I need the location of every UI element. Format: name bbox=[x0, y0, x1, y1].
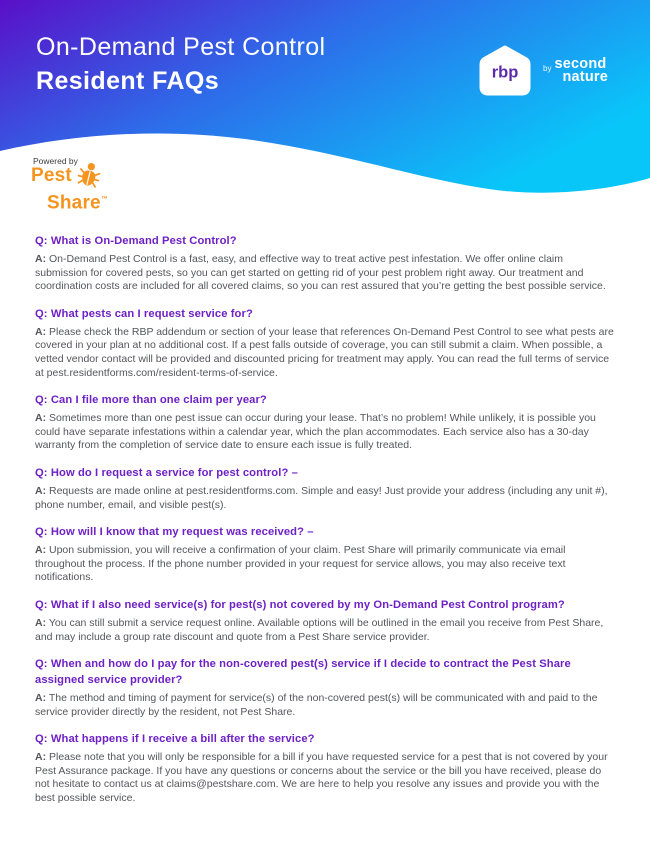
faq-item bbox=[35, 465, 617, 512]
answer-prefix: A: bbox=[35, 616, 47, 629]
faq-answer bbox=[35, 412, 617, 453]
rbp-house-badge-icon bbox=[476, 42, 534, 100]
faq-item bbox=[35, 731, 617, 805]
second-nature-line2: nature bbox=[562, 69, 608, 85]
answer-prefix: A: bbox=[35, 544, 47, 557]
second-nature-line1: second bbox=[554, 56, 607, 72]
question-prefix: Q: bbox=[35, 235, 48, 247]
faq-answer bbox=[35, 617, 617, 644]
faq-answer bbox=[35, 544, 617, 585]
faq-answer bbox=[35, 751, 617, 805]
faq-answer bbox=[35, 253, 617, 294]
question-prefix: Q: bbox=[35, 598, 48, 611]
question-text: When and how do I pay for the non-covered pest(s) service if I decide to contract the Pest Share assigned service provider? bbox=[35, 658, 571, 687]
answer-prefix: A: bbox=[35, 412, 47, 425]
faq-item bbox=[35, 392, 617, 453]
question-text: Can I file more than one claim per year? bbox=[47, 394, 267, 407]
pest-share-logo bbox=[31, 156, 161, 212]
question-text: What happens if I receive a bill after the service? bbox=[47, 733, 315, 746]
rbp-second-nature-logo bbox=[476, 42, 608, 100]
page-subtitle: Resident FAQs bbox=[36, 67, 220, 95]
answer-text: Sometimes more than one pest issue can occur during your lease. That’s no problem! While unlikely, it is possible you could have separate infestations within a calendar year, which the plan accommodates. Each service also has a 30-day warranty from the completion of service date to ensure each issue is fully treated. bbox=[35, 412, 596, 452]
answer-text: Requests are made online at pest.residentforms.com. Simple and easy! Just provide your address (including any unit #), phone number, email, and visible pest(s). bbox=[35, 484, 608, 511]
faq-question bbox=[35, 656, 617, 688]
question-prefix: Q: bbox=[35, 394, 48, 407]
question-text: What pests can I request service for? bbox=[47, 307, 253, 320]
faq-item bbox=[35, 233, 617, 294]
second-nature-wordmark bbox=[543, 58, 608, 84]
answer-text: The method and timing of payment for service(s) of the non-covered pest(s) will be communicated with and paid to the service provider directly by the resident, not Pest Share. bbox=[35, 692, 598, 718]
rbp-logo-text: rbp bbox=[491, 63, 519, 82]
answer-text: On-Demand Pest Control is a fast, easy, and effective way to treat active pest infestation. We offer online claim submission for covered pests, so you can get started on getting rid of your pest problem right away. Our treatment and coordination costs are included for all covered claims, so you can rest assured that you’re getting the best possible service. bbox=[35, 253, 606, 293]
trademark-symbol: ™ bbox=[100, 196, 109, 203]
faq-question bbox=[35, 465, 617, 481]
faq-item bbox=[35, 597, 617, 644]
faq-item bbox=[35, 306, 617, 380]
answer-text: Please note that you will only be responsible for a bill if you have requested service for a pest that is not covered by your Pest Assurance package. If you have any questions or concerns about the service or the bill you have received, please do not hesitate to contact us at claims@pestshare.com. We are here to help you resolve any issues and provide you with the best possible service. bbox=[35, 751, 608, 805]
powered-by-label: Powered by bbox=[33, 156, 78, 166]
question-prefix: Q: bbox=[35, 526, 48, 539]
question-text: What is On-Demand Pest Control? bbox=[47, 235, 237, 247]
faq-question bbox=[35, 233, 617, 249]
faq-answer bbox=[35, 692, 617, 719]
question-prefix: Q: bbox=[35, 733, 48, 746]
faq-answer bbox=[35, 326, 617, 380]
answer-text: Please check the RBP addendum or section of your lease that references On-Demand Pest Control to see what pests are covered in your plan at no additional cost. If a pest falls outside of coverage, you can still submit a claim. When possible, a vetted vendor contact will be provided and discounted pricing for treatment may apply. You can read the full terms of service at pest.residentforms.com/resident-terms-of-service. bbox=[35, 325, 614, 379]
faq-question bbox=[35, 306, 617, 322]
pest-share-word-pest: Pest bbox=[31, 165, 72, 186]
faq-item bbox=[35, 656, 617, 719]
share-text: Share bbox=[47, 192, 101, 214]
faq-question bbox=[35, 597, 617, 613]
faq-item bbox=[35, 524, 617, 585]
answer-prefix: A: bbox=[35, 484, 47, 497]
question-prefix: Q: bbox=[35, 466, 48, 479]
question-prefix: Q: bbox=[35, 307, 48, 320]
answer-text: Upon submission, you will receive a confirmation of your claim. Pest Share will primarily communicate via email throughout the process. If the phone number provided in your request for service allows, you may also receive text notifications. bbox=[35, 544, 566, 584]
faq-list bbox=[0, 200, 650, 806]
by-label: by bbox=[543, 64, 552, 73]
pest-share-word-share bbox=[47, 191, 161, 212]
question-text: What if I also need service(s) for pest(s) not covered by my On-Demand Pest Control program? bbox=[47, 598, 565, 611]
faq-question bbox=[35, 731, 617, 747]
header-titles bbox=[36, 31, 325, 98]
answer-prefix: A: bbox=[35, 751, 47, 764]
question-text: How do I request a service for pest control? – bbox=[47, 466, 298, 479]
faq-question bbox=[35, 392, 617, 408]
faq-answer bbox=[35, 485, 617, 512]
beetle-icon bbox=[76, 161, 102, 191]
answer-prefix: A: bbox=[35, 325, 47, 338]
page-title: On-Demand Pest Control bbox=[36, 33, 326, 61]
faq-question bbox=[35, 524, 617, 540]
answer-prefix: A: bbox=[35, 253, 47, 265]
question-prefix: Q: bbox=[35, 658, 48, 671]
answer-text: You can still submit a service request online. Available options will be outlined in the email you receive from Pest Share, and may include a group rate discount and quote from a Pest Share service provider. bbox=[35, 616, 604, 643]
question-text: How will I know that my request was received? – bbox=[47, 526, 314, 539]
answer-prefix: A: bbox=[35, 692, 47, 705]
